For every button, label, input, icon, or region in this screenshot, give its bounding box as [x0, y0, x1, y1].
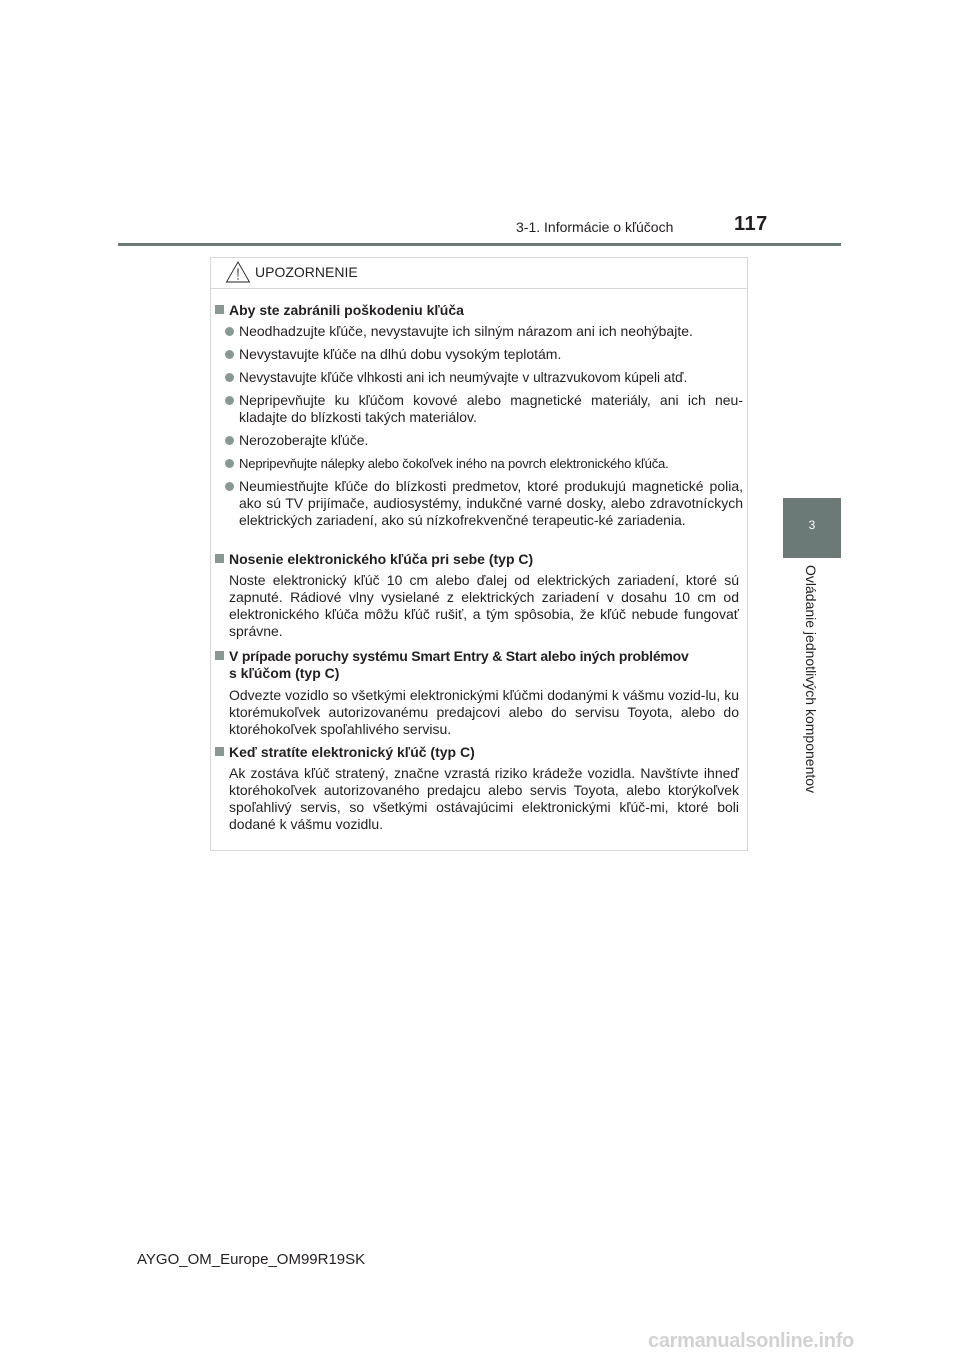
list-item-text: Nepripevňujte nálepky alebo čokoľvek iného na povrch elektronického kľúča.: [239, 456, 669, 471]
circle-bullet-icon: [225, 459, 234, 468]
list-item: [225, 346, 743, 363]
section-heading: [215, 648, 747, 682]
chapter-tab: [783, 498, 841, 558]
heading-text: Keď stratíte elektronický kľúč (typ C): [229, 744, 475, 760]
watermark: carmanualsonline.info: [648, 1330, 854, 1352]
warning-triangle-icon: [225, 260, 251, 284]
list-item: [225, 432, 743, 449]
square-bullet-icon: [215, 747, 224, 756]
heading-text: Nosenie elektronického kľúča pri sebe (typ C): [229, 551, 534, 567]
list-item: [225, 323, 743, 340]
caution-header: [211, 258, 747, 289]
square-bullet-icon: [215, 554, 224, 563]
heading-text: Aby ste zabránili poškodeniu kľúča: [229, 302, 464, 318]
list-item-text: Nerozoberajte kľúče.: [239, 432, 369, 448]
heading-text: V prípade poruchy systému Smart Entry & Start alebo iných problémov: [229, 648, 689, 664]
list-item-text: Nevystavujte kľúče na dlhú dobu vysokým teplotám.: [239, 346, 562, 362]
section-title: 3-1. Informácie o kľúčoch: [516, 219, 674, 235]
list-item-text: Nepripevňujte ku kľúčom kovové alebo magnetické materiály, ani ich neu-kladajte do blízkosti takých materiálov.: [239, 392, 743, 425]
circle-bullet-icon: [225, 350, 234, 359]
list-item: [225, 369, 743, 386]
section-paragraph: Odvezte vozidlo so všetkými elektronickými kľúčmi dodanými k vášmu vozid-lu, ku ktorémukoľvek autorizovanému predajcovi alebo do servisu Toyota, alebo do ktoréhokoľvek spoľahlivého servisu.: [229, 687, 739, 737]
page-number: 117: [734, 213, 768, 235]
section-heading: [215, 551, 747, 568]
caution-box: [210, 257, 748, 851]
circle-bullet-icon: [225, 436, 234, 445]
caution-title: UPOZORNENIE: [255, 264, 358, 280]
section-heading: [215, 744, 747, 761]
section-paragraph: Noste elektronický kľúč 10 cm alebo ďalej od elektrických zariadení, ktoré sú zapnuté. Rádiové vlny vysielané z elektrických zariadení v dosahu 10 cm od elektronického kľúča môžu kľúč rušiť, a tým spôsobia, že kľúč nebude fungovať správne.: [229, 572, 739, 639]
section-paragraph: Ak zostáva kľúč stratený, značne vzrastá riziko krádeže vozidla. Navštívte ihneď ktoréhokoľvek autorizovaného predajcu alebo servis Toyota, alebo ktorýkoľvek spoľahlivý servis, so všetkými ostávajúcimi elektronickými kľúč-mi, ktoré boli dodané k vášmu vozidlu.: [229, 765, 739, 832]
heading-text-continued: s kľúčom (typ C): [229, 665, 340, 681]
header-rule: [118, 243, 841, 246]
circle-bullet-icon: [225, 327, 234, 336]
list-item: [225, 392, 743, 426]
square-bullet-icon: [215, 651, 224, 660]
list-item-text: Nevystavujte kľúče vlhkosti ani ich neumývajte v ultrazvukovom kúpeli atď.: [239, 370, 688, 385]
document-code: AYGO_OM_Europe_OM99R19SK: [137, 1251, 366, 1268]
list-item-text: Neumiestňujte kľúče do blízkosti predmetov, ktoré produkujú magnetické polia, ako sú TV prijímače, audiosystémy, indukčné varné dosky, alebo zdravotníckych elektrických zariadení, ako sú nízkofrekvenčné terapeutic-ké zariadenia.: [239, 478, 743, 528]
list-item: [225, 478, 743, 529]
circle-bullet-icon: [225, 396, 234, 405]
list-item-text: Neodhadzujte kľúče, nevystavujte ich silným nárazom ani ich neohýbajte.: [239, 323, 693, 339]
square-bullet-icon: [215, 305, 224, 314]
chapter-caption: Ovládanie jednotlivých komponentov: [803, 565, 819, 794]
chapter-number: 3: [808, 518, 816, 532]
circle-bullet-icon: [225, 482, 234, 491]
circle-bullet-icon: [225, 373, 234, 382]
list-item: [225, 455, 743, 472]
section-heading: [215, 302, 747, 319]
